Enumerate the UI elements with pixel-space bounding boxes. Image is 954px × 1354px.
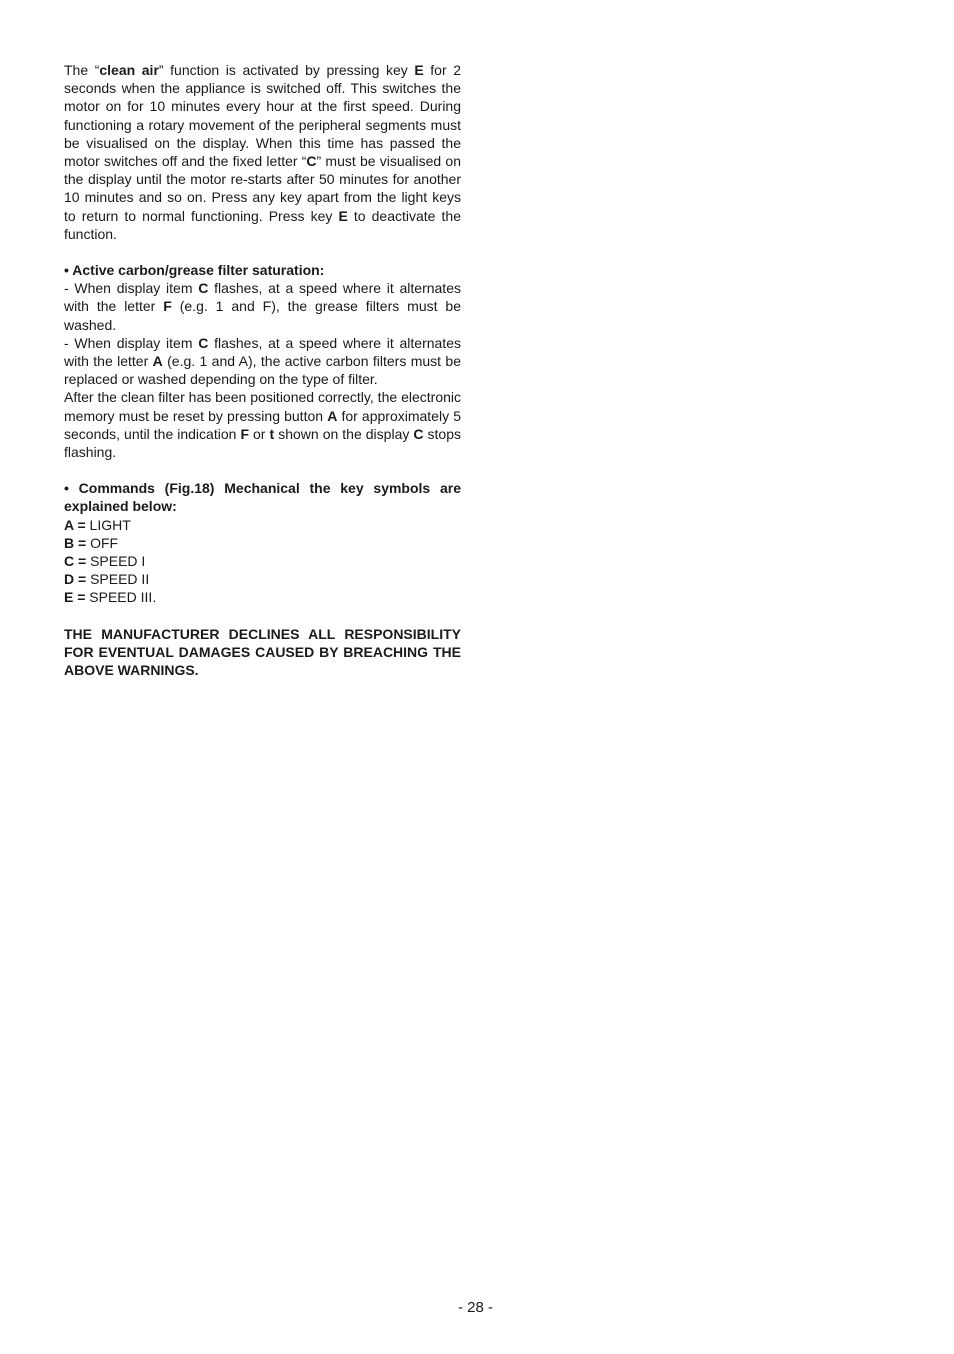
display-letter: C bbox=[306, 153, 317, 170]
text-column bbox=[64, 61, 461, 679]
text-run: After the clean filter has been positioned correctly, the electronic memory must be reset by pressing button bbox=[64, 389, 461, 424]
display-letter: F bbox=[163, 298, 172, 315]
legend-key: C = bbox=[64, 553, 87, 570]
display-letter: C bbox=[413, 425, 424, 442]
display-letter: C bbox=[198, 334, 209, 351]
legend-row bbox=[64, 552, 461, 570]
grease-filter-paragraph bbox=[64, 279, 461, 334]
text-run: to deactivate the function. bbox=[64, 207, 461, 242]
spacer bbox=[64, 607, 461, 625]
carbon-filter-paragraph bbox=[64, 334, 461, 389]
clean-air-paragraph bbox=[64, 61, 461, 243]
text-run: for 2 seconds when the appliance is switched off. This switches the motor on for 10 minutes every hour at the first speed. During functioning a rotary movement of the peripheral segments must be visualised on the display. When this time has passed the motor switches off and the fixed letter “ bbox=[64, 62, 461, 170]
text-run: - When display item bbox=[64, 280, 199, 297]
key-letter: E bbox=[338, 207, 348, 224]
clean-air-term: clean air bbox=[99, 62, 159, 78]
spacer bbox=[64, 243, 461, 261]
text-run: - When display item bbox=[64, 334, 199, 351]
legend-key: A = bbox=[64, 516, 86, 533]
legend-row bbox=[64, 516, 461, 534]
page-number: - 28 - bbox=[458, 1299, 494, 1316]
legend-key: B = bbox=[64, 534, 87, 551]
legend-row bbox=[64, 570, 461, 588]
legend-row bbox=[64, 588, 461, 606]
key-letter: A bbox=[327, 407, 338, 424]
text-run: ” must be visualised on the display until the motor re-starts after 50 minutes for another 10 minutes and so on. Press any key apart from the light keys to return to normal functioning. Press key bbox=[64, 153, 461, 224]
legend-label: LIGHT bbox=[85, 516, 131, 533]
text-run: stops flashing. bbox=[64, 425, 462, 461]
legend-label: SPEED II bbox=[86, 571, 150, 588]
text-run: ” function is activated by pressing key bbox=[158, 62, 415, 78]
key-legend bbox=[64, 516, 461, 607]
text-run: or bbox=[249, 425, 270, 442]
filter-reset-paragraph bbox=[64, 388, 461, 461]
text-run: shown on the display bbox=[274, 425, 414, 442]
display-letter: C bbox=[198, 280, 209, 297]
commands-heading: • Commands (Fig.18) Mechanical the key symbols are explained below: bbox=[64, 480, 461, 515]
spacer bbox=[64, 461, 461, 479]
legend-label: OFF bbox=[86, 534, 119, 551]
text-run: for approximately 5 seconds, until the indication bbox=[64, 407, 461, 442]
display-letter: t bbox=[269, 425, 275, 442]
legend-row bbox=[64, 534, 461, 552]
text-run: flashes, at a speed where it alternates with the letter bbox=[64, 280, 461, 315]
text-run: flashes, at a speed where it alternates with the letter bbox=[64, 334, 461, 370]
text-run: The “ bbox=[64, 62, 100, 78]
disclaimer: THE MANUFACTURER DECLINES ALL RESPONSIBILITY FOR EVENTUAL DAMAGES CAUSED BY BREACHING THE ABOVE WARNINGS. bbox=[64, 625, 461, 679]
legend-label: SPEED III. bbox=[85, 589, 157, 606]
legend-key: D = bbox=[64, 571, 87, 588]
text-run: (e.g. 1 and F), the grease filters must be washed. bbox=[64, 298, 461, 333]
text-run: (e.g. 1 and A), the active carbon filters must be replaced or washed depending on the type of filter. bbox=[64, 353, 462, 388]
display-letter: F bbox=[240, 425, 249, 442]
filter-saturation-heading: • Active carbon/grease filter saturation: bbox=[64, 262, 325, 279]
display-letter: A bbox=[152, 353, 163, 370]
legend-label: SPEED I bbox=[86, 553, 146, 570]
key-letter: E bbox=[414, 62, 424, 78]
legend-key: E = bbox=[64, 589, 86, 606]
